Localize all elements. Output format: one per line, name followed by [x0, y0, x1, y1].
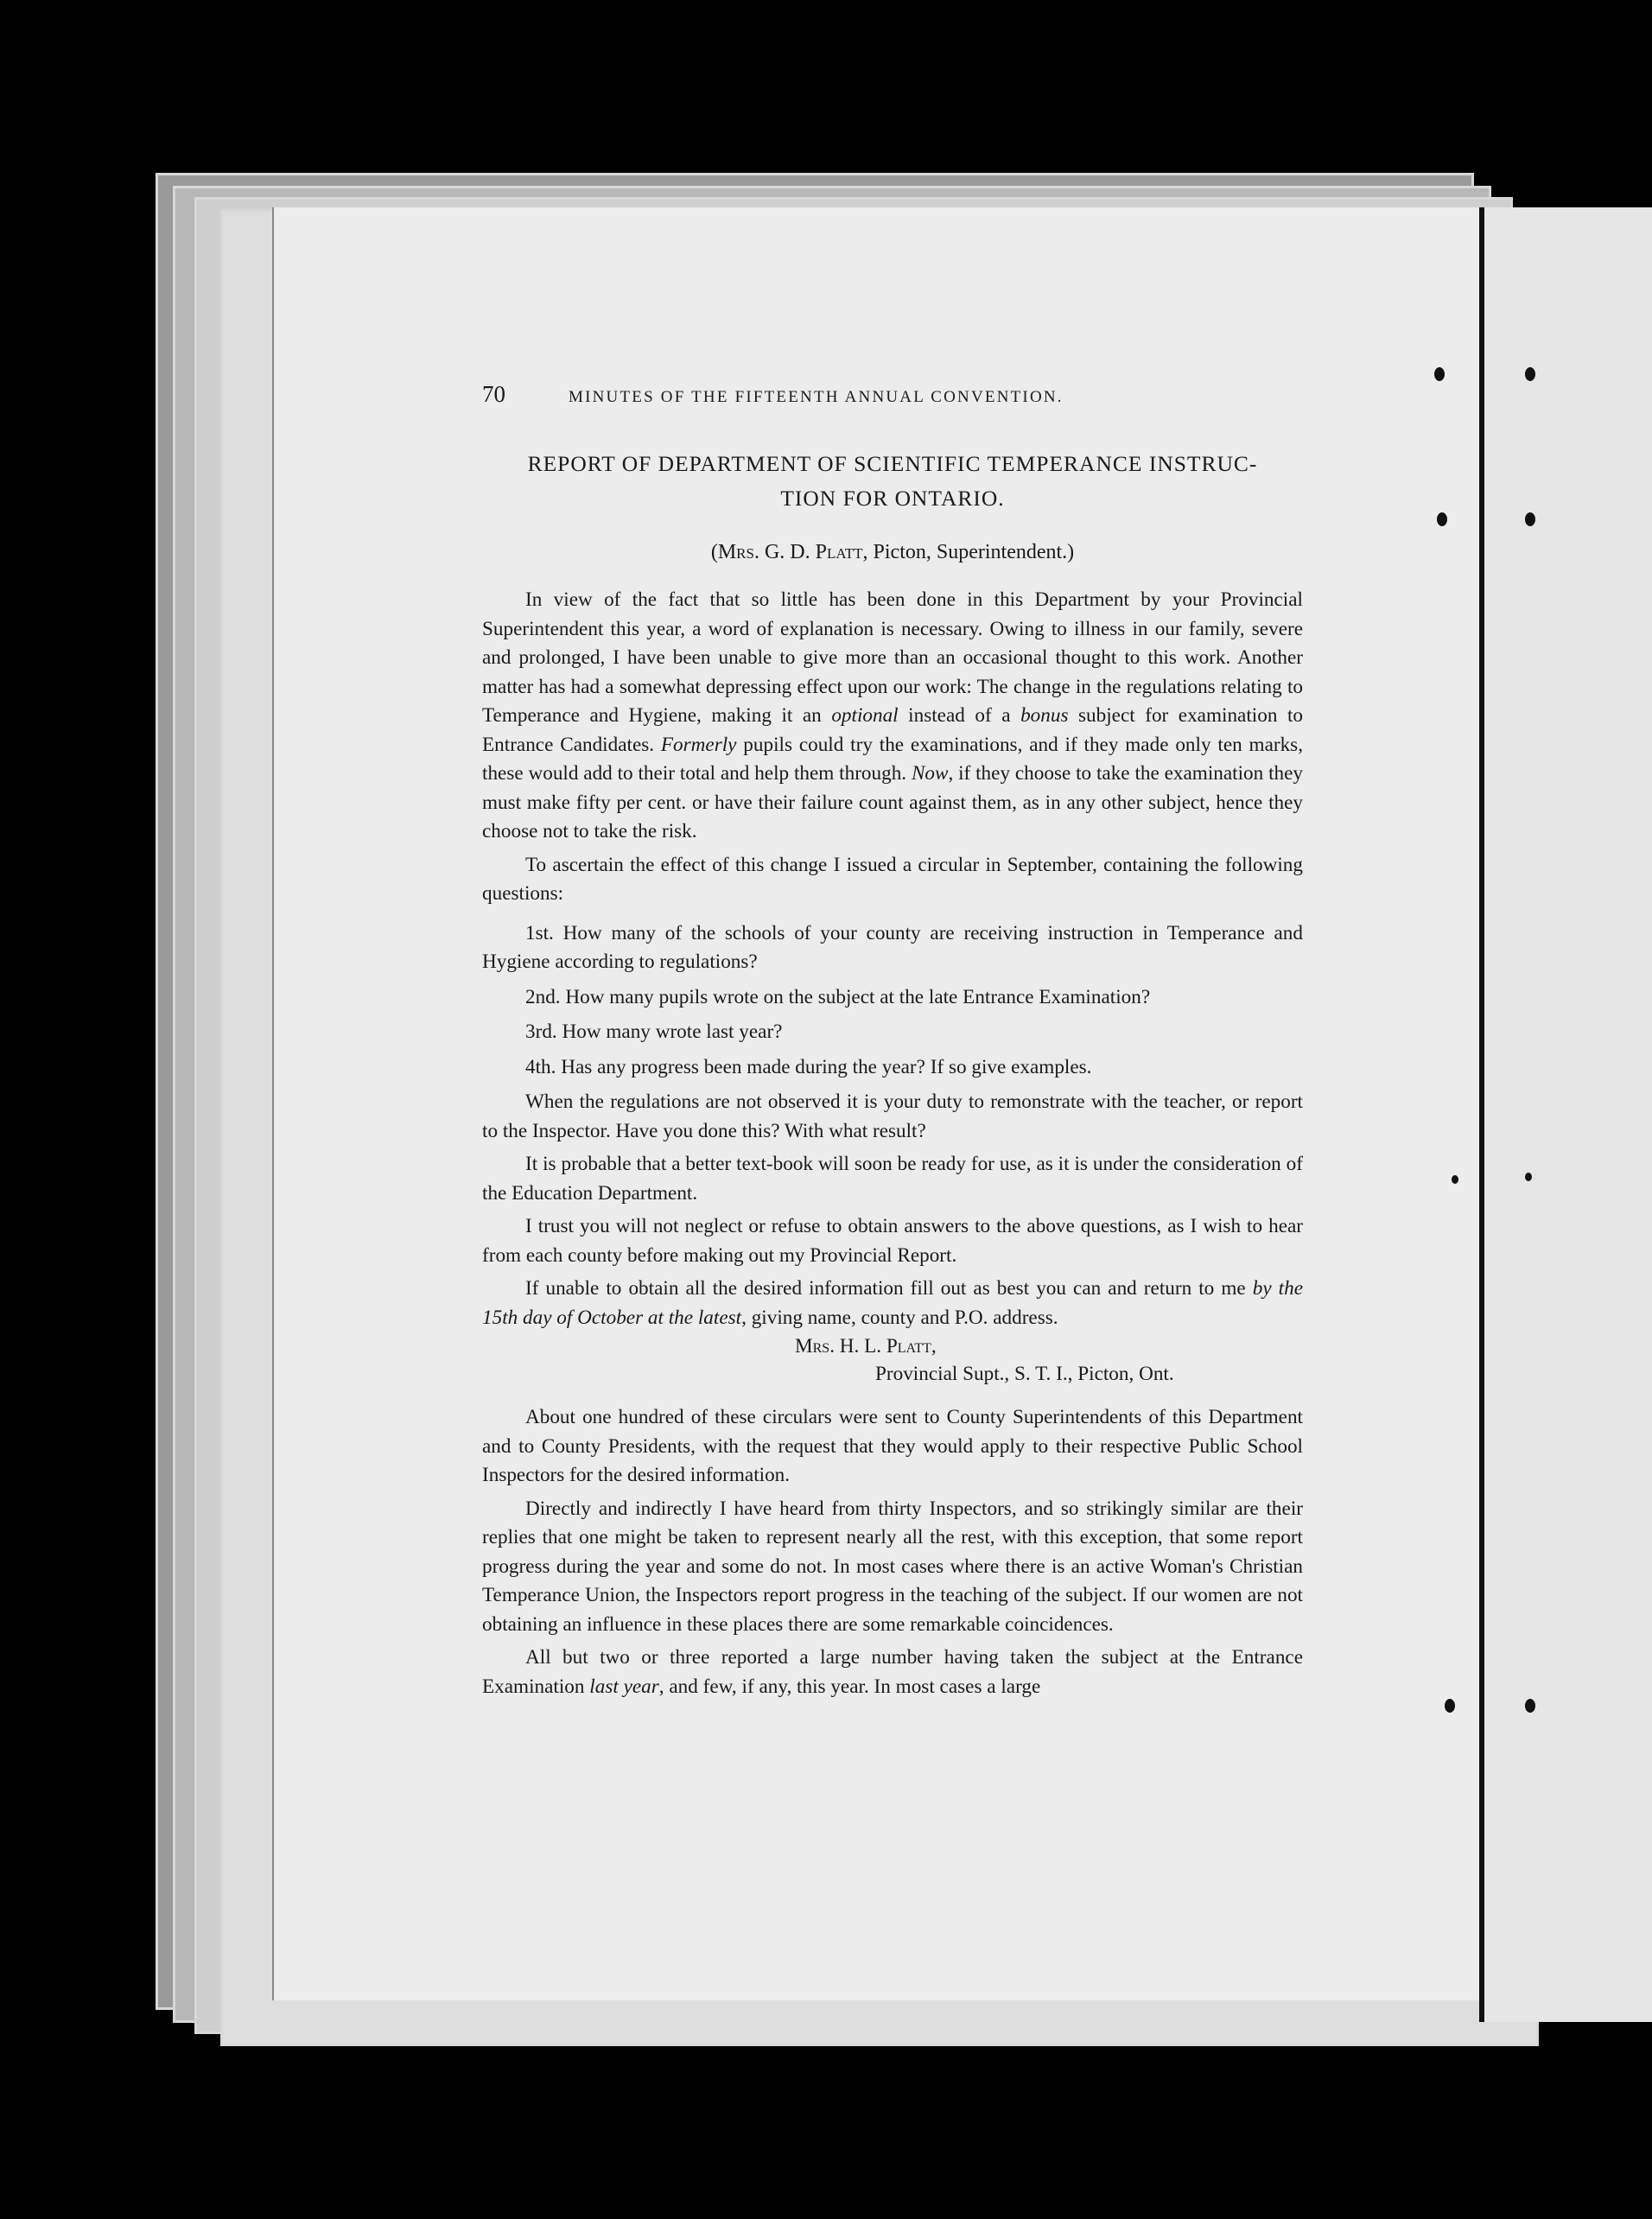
binding-hole-mark: [1437, 512, 1447, 526]
emphasis: Now: [911, 762, 949, 785]
binding-hole-mark: [1452, 1175, 1458, 1184]
text-run: , if they choose to take the examination they must make fifty per cent. or have their failure count against them, as in any other subject, hence they choose not to take the risk.: [482, 762, 1303, 842]
emphasis: optional: [831, 704, 899, 727]
text-run: instead of a: [898, 704, 1021, 727]
paragraph: Directly and indirectly I have heard from thirty Inspectors, and so strikingly similar are their replies that one might be taken to represent nearly all the rest, with this exception, that some report progress during the year and some do not. In most cases where there is an active Woman's Christian Temperance Union, the Inspectors report progress in the teaching of the subject. If our women are not obtaining an influence in these places there are some remarkable coincidences.: [482, 1497, 1303, 1636]
text-run: If unable to obtain all the desired information fill out as best you can and return to me: [525, 1277, 1253, 1300]
text-run: In view of the fact that so little has been done in this Department by your Provincial Superintendent this year, a word of explanation is necessary. Owing to illness in our family, severe and prolonged, I have been unable to give more than an occasional thought to this work. Another matter has had a somewhat depressing effect upon our work: The change in the regulations relating to Temperance and Hygiene, making it an: [482, 588, 1303, 727]
binding-hole-mark: [1445, 1699, 1455, 1713]
emphasis: bonus: [1020, 704, 1069, 727]
paragraph: [482, 586, 1303, 847]
emphasis: last year: [589, 1675, 659, 1698]
byline-author: Mrs. G. D. Platt: [717, 540, 863, 563]
signature-title: Provincial Supt., S. T. I., Picton, Ont.: [875, 1363, 1174, 1385]
byline-rest: , Picton, Superintendent.): [862, 540, 1075, 563]
emphasis: by the 15th day of October at the latest: [482, 1277, 1303, 1329]
page-header: [482, 380, 1303, 412]
emphasis: Formerly: [660, 733, 737, 756]
paragraph: When the regulations are not observed it is your duty to remonstrate with the teacher, or report to the Inspector. Have you done this? With what result?: [482, 1090, 1303, 1142]
running-head: MINUTES OF THE FIFTEENTH ANNUAL CONVENTION.: [569, 388, 1064, 406]
binding-hole-mark: [1525, 1699, 1535, 1713]
text-run: All but two or three reported a large number having taken the subject at the Entrance Examination: [482, 1646, 1303, 1698]
report-title: [482, 447, 1303, 516]
binding-hole-mark: [1525, 1173, 1532, 1181]
text-run: , giving name, county and P.O. address.: [741, 1306, 1058, 1329]
paragraph: [482, 1644, 1303, 1701]
byline: [482, 538, 1303, 568]
signature-name: Mrs. H. L. Platt,: [795, 1335, 937, 1357]
binding-hole-mark: [1525, 512, 1535, 526]
paragraph: About one hundred of these circulars were sent to County Superintendents of this Department and to County Presidents, with the request that they would apply to their respective Public School Inspectors for the desired information.: [482, 1406, 1303, 1486]
facing-page-edge: [1479, 207, 1652, 2022]
question-item: 4th. Has any progress been made during the year? If so give examples.: [525, 1055, 1092, 1078]
binding-hole-mark: [1434, 367, 1445, 381]
question-item: 3rd. How many wrote last year?: [525, 1020, 783, 1043]
paragraph: It is probable that a better text-book will soon be ready for use, as it is under the consideration of the Education Department.: [482, 1153, 1303, 1205]
text-run: pupils could try the examinations, and if they made only ten marks, these would add to their total and help them through.: [482, 733, 1304, 785]
paragraph: I trust you will not neglect or refuse to obtain answers to the above questions, as I wish to hear from each county before making out my Provincial Report.: [482, 1215, 1303, 1267]
paragraph: [482, 1275, 1303, 1332]
text-run: , and few, if any, this year. In most cases a large: [658, 1675, 1041, 1698]
signature-block: [482, 1332, 1303, 1388]
question-item: 1st. How many of the schools of your county are receiving instruction in Temperance and Hygiene according to regulations?: [482, 921, 1303, 973]
paragraph: To ascertain the effect of this change I issued a circular in September, containing the following questions:: [482, 853, 1303, 905]
question-item: 2nd. How many pupils wrote on the subject at the late Entrance Examination?: [525, 985, 1151, 1008]
report-title-line: REPORT OF DEPARTMENT OF SCIENTIFIC TEMPERANCE INSTRUC-: [527, 450, 1258, 476]
binding-hole-mark: [1525, 367, 1535, 381]
text-run: subject for examination to Entrance Candidates.: [482, 704, 1303, 756]
byline-open: (: [710, 540, 718, 563]
page-number: 70: [482, 381, 505, 407]
report-title-line: TION FOR ONTARIO.: [780, 485, 1005, 511]
page-content: [482, 380, 1303, 1706]
